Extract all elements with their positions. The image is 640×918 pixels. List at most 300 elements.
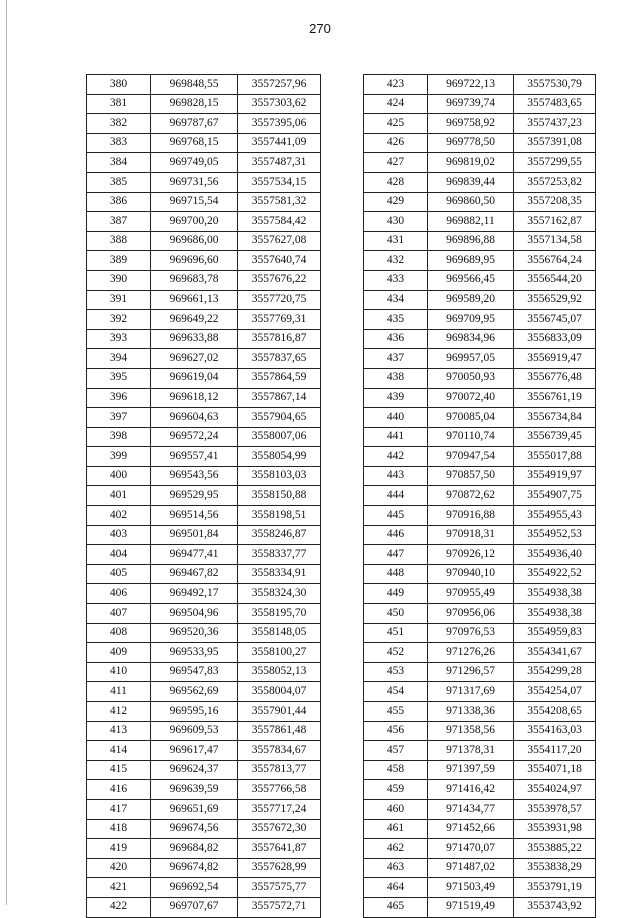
y-coordinate-cell: 3557672,30 [238, 819, 321, 839]
table-row [364, 741, 596, 761]
y-coordinate-cell: 3558148,05 [238, 623, 321, 643]
table-row [364, 721, 596, 741]
y-coordinate-cell: 3558198,51 [238, 506, 321, 526]
table-row [87, 114, 321, 134]
x-coordinate-cell: 969543,56 [151, 466, 238, 486]
point-number-cell: 380 [87, 75, 151, 95]
coordinate-table-right [363, 74, 596, 918]
y-coordinate-cell: 3557813,77 [238, 760, 321, 780]
point-number-cell: 418 [87, 819, 151, 839]
y-coordinate-cell: 3558052,13 [238, 662, 321, 682]
point-number-cell: 414 [87, 741, 151, 761]
table-row [364, 682, 596, 702]
x-coordinate-cell: 969661,13 [151, 290, 238, 310]
y-coordinate-cell: 3554117,20 [514, 741, 596, 761]
x-coordinate-cell: 971317,69 [428, 682, 514, 702]
table-row [364, 231, 596, 251]
table-row [87, 251, 321, 271]
x-coordinate-cell: 969731,56 [151, 172, 238, 192]
x-coordinate-cell: 969696,60 [151, 251, 238, 271]
x-coordinate-cell: 969768,15 [151, 133, 238, 153]
table-row [87, 584, 321, 604]
x-coordinate-cell: 971434,77 [428, 799, 514, 819]
point-number-cell: 433 [364, 270, 428, 290]
y-coordinate-cell: 3554955,43 [514, 506, 596, 526]
point-number-cell: 435 [364, 310, 428, 330]
y-coordinate-cell: 3558195,70 [238, 604, 321, 624]
x-coordinate-cell: 969715,54 [151, 192, 238, 212]
point-number-cell: 409 [87, 643, 151, 663]
point-number-cell: 410 [87, 662, 151, 682]
point-number-cell: 452 [364, 643, 428, 663]
table-row [87, 623, 321, 643]
x-coordinate-cell: 969686,00 [151, 231, 238, 251]
y-coordinate-cell: 3554299,28 [514, 662, 596, 682]
y-coordinate-cell: 3554163,03 [514, 721, 596, 741]
x-coordinate-cell: 969533,95 [151, 643, 238, 663]
y-coordinate-cell: 3556833,09 [514, 329, 596, 349]
point-number-cell: 383 [87, 133, 151, 153]
point-number-cell: 465 [364, 897, 428, 917]
x-coordinate-cell: 969739,74 [428, 94, 514, 114]
point-number-cell: 421 [87, 878, 151, 898]
table-row [87, 329, 321, 349]
y-coordinate-cell: 3558007,06 [238, 427, 321, 447]
table-row [87, 310, 321, 330]
x-coordinate-cell: 969957,05 [428, 349, 514, 369]
point-number-cell: 426 [364, 133, 428, 153]
point-number-cell: 415 [87, 760, 151, 780]
x-coordinate-cell: 969617,47 [151, 741, 238, 761]
table-row [364, 506, 596, 526]
table-row [87, 780, 321, 800]
y-coordinate-cell: 3557299,55 [514, 153, 596, 173]
point-number-cell: 397 [87, 408, 151, 428]
x-coordinate-cell: 969674,56 [151, 819, 238, 839]
point-number-cell: 407 [87, 604, 151, 624]
table-row [364, 858, 596, 878]
y-coordinate-cell: 3556764,24 [514, 251, 596, 271]
y-coordinate-cell: 3558246,87 [238, 525, 321, 545]
table-row [87, 212, 321, 232]
point-number-cell: 436 [364, 329, 428, 349]
y-coordinate-cell: 3558150,88 [238, 486, 321, 506]
y-coordinate-cell: 3557864,59 [238, 368, 321, 388]
point-number-cell: 411 [87, 682, 151, 702]
table-row [364, 564, 596, 584]
y-coordinate-cell: 3557303,62 [238, 94, 321, 114]
x-coordinate-cell: 970940,10 [428, 564, 514, 584]
y-coordinate-cell: 3554952,53 [514, 525, 596, 545]
x-coordinate-cell: 970916,88 [428, 506, 514, 526]
point-number-cell: 448 [364, 564, 428, 584]
table-row [364, 172, 596, 192]
point-number-cell: 390 [87, 270, 151, 290]
table-row [364, 466, 596, 486]
point-number-cell: 441 [364, 427, 428, 447]
table-row [364, 839, 596, 859]
table-row [364, 525, 596, 545]
point-number-cell: 403 [87, 525, 151, 545]
x-coordinate-cell: 969722,13 [428, 75, 514, 95]
point-number-cell: 406 [87, 584, 151, 604]
y-coordinate-cell: 3555017,88 [514, 447, 596, 467]
table-row [87, 133, 321, 153]
y-coordinate-cell: 3556529,92 [514, 290, 596, 310]
y-coordinate-cell: 3556544,20 [514, 270, 596, 290]
table-row [364, 878, 596, 898]
table-row [364, 349, 596, 369]
x-coordinate-cell: 970072,40 [428, 388, 514, 408]
y-coordinate-cell: 3556919,47 [514, 349, 596, 369]
point-number-cell: 381 [87, 94, 151, 114]
point-number-cell: 388 [87, 231, 151, 251]
point-number-cell: 419 [87, 839, 151, 859]
y-coordinate-cell: 3554341,67 [514, 643, 596, 663]
table-row [87, 741, 321, 761]
table-row [87, 192, 321, 212]
point-number-cell: 393 [87, 329, 151, 349]
table-row [87, 897, 321, 917]
x-coordinate-cell: 969778,50 [428, 133, 514, 153]
point-number-cell: 400 [87, 466, 151, 486]
x-coordinate-cell: 970947,54 [428, 447, 514, 467]
y-coordinate-cell: 3557483,65 [514, 94, 596, 114]
point-number-cell: 462 [364, 839, 428, 859]
x-coordinate-cell: 969749,05 [151, 153, 238, 173]
x-coordinate-cell: 969557,41 [151, 447, 238, 467]
x-coordinate-cell: 969624,37 [151, 760, 238, 780]
y-coordinate-cell: 3557134,58 [514, 231, 596, 251]
y-coordinate-cell: 3557901,44 [238, 702, 321, 722]
point-number-cell: 382 [87, 114, 151, 134]
table-row [364, 408, 596, 428]
point-number-cell: 455 [364, 702, 428, 722]
x-coordinate-cell: 969707,67 [151, 897, 238, 917]
x-coordinate-cell: 969595,16 [151, 702, 238, 722]
x-coordinate-cell: 969649,22 [151, 310, 238, 330]
x-coordinate-cell: 971358,56 [428, 721, 514, 741]
point-number-cell: 446 [364, 525, 428, 545]
point-number-cell: 399 [87, 447, 151, 467]
x-coordinate-cell: 969639,59 [151, 780, 238, 800]
x-coordinate-cell: 971452,66 [428, 819, 514, 839]
table-row [87, 721, 321, 741]
point-number-cell: 444 [364, 486, 428, 506]
y-coordinate-cell: 3557575,77 [238, 878, 321, 898]
y-coordinate-cell: 3554907,75 [514, 486, 596, 506]
x-coordinate-cell: 969633,88 [151, 329, 238, 349]
y-coordinate-cell: 3557676,22 [238, 270, 321, 290]
x-coordinate-cell: 970050,93 [428, 368, 514, 388]
y-coordinate-cell: 3553791,19 [514, 878, 596, 898]
y-coordinate-cell: 3557534,15 [238, 172, 321, 192]
y-coordinate-cell: 3557717,24 [238, 799, 321, 819]
point-number-cell: 424 [364, 94, 428, 114]
table-row [87, 75, 321, 95]
x-coordinate-cell: 969604,63 [151, 408, 238, 428]
y-coordinate-cell: 3557581,32 [238, 192, 321, 212]
table-row [87, 525, 321, 545]
y-coordinate-cell: 3553838,29 [514, 858, 596, 878]
point-number-cell: 394 [87, 349, 151, 369]
point-number-cell: 463 [364, 858, 428, 878]
x-coordinate-cell: 969709,95 [428, 310, 514, 330]
y-coordinate-cell: 3554071,18 [514, 760, 596, 780]
x-coordinate-cell: 969819,02 [428, 153, 514, 173]
y-coordinate-cell: 3557720,75 [238, 290, 321, 310]
point-number-cell: 447 [364, 545, 428, 565]
y-coordinate-cell: 3557766,58 [238, 780, 321, 800]
table-row [87, 702, 321, 722]
table-row [87, 858, 321, 878]
y-coordinate-cell: 3557395,06 [238, 114, 321, 134]
table-row [364, 251, 596, 271]
table-row [87, 682, 321, 702]
table-row [364, 780, 596, 800]
x-coordinate-cell: 969860,50 [428, 192, 514, 212]
y-coordinate-cell: 3557530,79 [514, 75, 596, 95]
point-number-cell: 431 [364, 231, 428, 251]
y-coordinate-cell: 3553978,57 [514, 799, 596, 819]
y-coordinate-cell: 3558004,07 [238, 682, 321, 702]
point-number-cell: 398 [87, 427, 151, 447]
y-coordinate-cell: 3557904,65 [238, 408, 321, 428]
table-row [364, 427, 596, 447]
table-row [364, 270, 596, 290]
point-number-cell: 432 [364, 251, 428, 271]
point-number-cell: 461 [364, 819, 428, 839]
x-coordinate-cell: 969683,78 [151, 270, 238, 290]
x-coordinate-cell: 969501,84 [151, 525, 238, 545]
x-coordinate-cell: 969504,96 [151, 604, 238, 624]
point-number-cell: 458 [364, 760, 428, 780]
x-coordinate-cell: 969834,96 [428, 329, 514, 349]
table-row [87, 839, 321, 859]
table-row [364, 604, 596, 624]
x-coordinate-cell: 970857,50 [428, 466, 514, 486]
table-row [364, 799, 596, 819]
point-number-cell: 460 [364, 799, 428, 819]
table-row [87, 231, 321, 251]
table-row [87, 643, 321, 663]
y-coordinate-cell: 3556739,45 [514, 427, 596, 447]
x-coordinate-cell: 969609,53 [151, 721, 238, 741]
x-coordinate-cell: 971519,49 [428, 897, 514, 917]
y-coordinate-cell: 3554959,83 [514, 623, 596, 643]
x-coordinate-cell: 969547,83 [151, 662, 238, 682]
point-number-cell: 405 [87, 564, 151, 584]
x-coordinate-cell: 971487,02 [428, 858, 514, 878]
point-number-cell: 454 [364, 682, 428, 702]
x-coordinate-cell: 969839,44 [428, 172, 514, 192]
table-row [87, 604, 321, 624]
point-number-cell: 416 [87, 780, 151, 800]
y-coordinate-cell: 3558054,99 [238, 447, 321, 467]
point-number-cell: 392 [87, 310, 151, 330]
table-row [87, 447, 321, 467]
x-coordinate-cell: 969492,17 [151, 584, 238, 604]
x-coordinate-cell: 969619,04 [151, 368, 238, 388]
table-row [364, 310, 596, 330]
point-number-cell: 391 [87, 290, 151, 310]
y-coordinate-cell: 3557837,65 [238, 349, 321, 369]
table-row [364, 486, 596, 506]
table-row [364, 212, 596, 232]
y-coordinate-cell: 3558334,91 [238, 564, 321, 584]
y-coordinate-cell: 3554936,40 [514, 545, 596, 565]
point-number-cell: 396 [87, 388, 151, 408]
y-coordinate-cell: 3554922,52 [514, 564, 596, 584]
point-number-cell: 404 [87, 545, 151, 565]
point-number-cell: 453 [364, 662, 428, 682]
table-row [364, 702, 596, 722]
point-number-cell: 386 [87, 192, 151, 212]
point-number-cell: 420 [87, 858, 151, 878]
x-coordinate-cell: 971276,26 [428, 643, 514, 663]
x-coordinate-cell: 969684,82 [151, 839, 238, 859]
x-coordinate-cell: 970872,62 [428, 486, 514, 506]
x-coordinate-cell: 969477,41 [151, 545, 238, 565]
y-coordinate-cell: 3557257,96 [238, 75, 321, 95]
x-coordinate-cell: 970085,04 [428, 408, 514, 428]
y-coordinate-cell: 3556734,84 [514, 408, 596, 428]
x-coordinate-cell: 969467,82 [151, 564, 238, 584]
x-coordinate-cell: 970976,53 [428, 623, 514, 643]
x-coordinate-cell: 971397,59 [428, 760, 514, 780]
point-number-cell: 449 [364, 584, 428, 604]
point-number-cell: 438 [364, 368, 428, 388]
table-row [87, 368, 321, 388]
y-coordinate-cell: 3557867,14 [238, 388, 321, 408]
y-coordinate-cell: 3558324,30 [238, 584, 321, 604]
table-row [364, 94, 596, 114]
table-row [87, 760, 321, 780]
y-coordinate-cell: 3557834,67 [238, 741, 321, 761]
x-coordinate-cell: 969566,45 [428, 270, 514, 290]
point-number-cell: 457 [364, 741, 428, 761]
table-row [87, 662, 321, 682]
point-number-cell: 443 [364, 466, 428, 486]
table-row [87, 466, 321, 486]
y-coordinate-cell: 3558100,27 [238, 643, 321, 663]
table-row [87, 94, 321, 114]
table-row [364, 75, 596, 95]
table-row [364, 447, 596, 467]
point-number-cell: 456 [364, 721, 428, 741]
table-row [364, 133, 596, 153]
y-coordinate-cell: 3553885,22 [514, 839, 596, 859]
point-number-cell: 442 [364, 447, 428, 467]
table-row [87, 270, 321, 290]
table-row [87, 349, 321, 369]
table-row [364, 329, 596, 349]
point-number-cell: 401 [87, 486, 151, 506]
table-row [87, 153, 321, 173]
table-row [364, 623, 596, 643]
point-number-cell: 427 [364, 153, 428, 173]
point-number-cell: 439 [364, 388, 428, 408]
x-coordinate-cell: 969674,82 [151, 858, 238, 878]
x-coordinate-cell: 971378,31 [428, 741, 514, 761]
y-coordinate-cell: 3557627,08 [238, 231, 321, 251]
point-number-cell: 389 [87, 251, 151, 271]
y-coordinate-cell: 3554919,97 [514, 466, 596, 486]
table-row [87, 486, 321, 506]
y-coordinate-cell: 3558337,77 [238, 545, 321, 565]
point-number-cell: 384 [87, 153, 151, 173]
point-number-cell: 428 [364, 172, 428, 192]
point-number-cell: 430 [364, 212, 428, 232]
point-number-cell: 387 [87, 212, 151, 232]
table-row [87, 388, 321, 408]
table-row [364, 388, 596, 408]
y-coordinate-cell: 3556761,19 [514, 388, 596, 408]
table-row [87, 506, 321, 526]
x-coordinate-cell: 971503,49 [428, 878, 514, 898]
page-number: 270 [309, 21, 331, 36]
table-row [364, 662, 596, 682]
table-row [364, 153, 596, 173]
y-coordinate-cell: 3554024,97 [514, 780, 596, 800]
x-coordinate-cell: 970926,12 [428, 545, 514, 565]
table-row [87, 799, 321, 819]
table-row [364, 819, 596, 839]
y-coordinate-cell: 3557162,87 [514, 212, 596, 232]
table-row [364, 584, 596, 604]
table-row [364, 114, 596, 134]
y-coordinate-cell: 3557641,87 [238, 839, 321, 859]
point-number-cell: 412 [87, 702, 151, 722]
point-number-cell: 425 [364, 114, 428, 134]
y-coordinate-cell: 3553931,98 [514, 819, 596, 839]
x-coordinate-cell: 969520,36 [151, 623, 238, 643]
y-coordinate-cell: 3557584,42 [238, 212, 321, 232]
point-number-cell: 434 [364, 290, 428, 310]
table-row [364, 760, 596, 780]
y-coordinate-cell: 3557441,09 [238, 133, 321, 153]
y-coordinate-cell: 3553743,92 [514, 897, 596, 917]
x-coordinate-cell: 969572,24 [151, 427, 238, 447]
point-number-cell: 429 [364, 192, 428, 212]
x-coordinate-cell: 969589,20 [428, 290, 514, 310]
y-coordinate-cell: 3557628,99 [238, 858, 321, 878]
y-coordinate-cell: 3554938,38 [514, 604, 596, 624]
x-coordinate-cell: 969882,11 [428, 212, 514, 232]
table-row [364, 192, 596, 212]
x-coordinate-cell: 969828,15 [151, 94, 238, 114]
point-number-cell: 464 [364, 878, 428, 898]
point-number-cell: 422 [87, 897, 151, 917]
table-row [87, 427, 321, 447]
x-coordinate-cell: 970955,49 [428, 584, 514, 604]
point-number-cell: 395 [87, 368, 151, 388]
point-number-cell: 417 [87, 799, 151, 819]
table-row [87, 819, 321, 839]
y-coordinate-cell: 3557640,74 [238, 251, 321, 271]
point-number-cell: 445 [364, 506, 428, 526]
coordinate-table-left [86, 74, 321, 918]
x-coordinate-cell: 970918,31 [428, 525, 514, 545]
x-coordinate-cell: 969692,54 [151, 878, 238, 898]
x-coordinate-cell: 970956,06 [428, 604, 514, 624]
y-coordinate-cell: 3557816,87 [238, 329, 321, 349]
table-row [87, 408, 321, 428]
y-coordinate-cell: 3557208,35 [514, 192, 596, 212]
point-number-cell: 408 [87, 623, 151, 643]
table-row [364, 290, 596, 310]
page-edge-line [6, 0, 7, 905]
